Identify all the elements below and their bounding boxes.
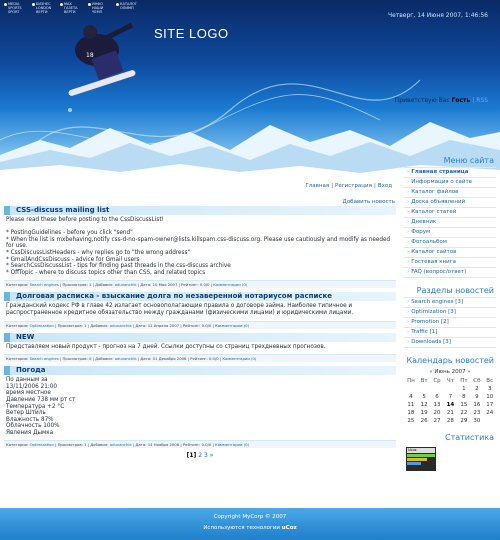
home-link[interactable]: Главная	[305, 183, 330, 189]
register-link[interactable]: Регистрация	[335, 183, 372, 189]
top-links	[4, 2, 138, 14]
sidebar	[404, 154, 496, 477]
calendar-day[interactable]: 26	[420, 418, 428, 424]
calendar-weekday: Вс	[486, 378, 494, 384]
post-rating: Рейтинг: 0.0/0	[190, 356, 219, 362]
views-count: Просмотров: 1	[57, 442, 87, 448]
menu-item-label: Главная страница	[411, 169, 469, 175]
calendar-day[interactable]: 8	[462, 394, 466, 400]
section-item[interactable]	[404, 318, 496, 328]
page-link[interactable]: 2	[198, 452, 203, 460]
post-date: Дата: 12 Апреля 2007	[135, 322, 180, 328]
calendar-day[interactable]: 5	[422, 394, 426, 400]
news-sections-block	[404, 284, 496, 348]
site-menu-title: Меню сайта	[443, 156, 494, 165]
post-rating: Рейтинг: 0.0/0	[182, 442, 212, 448]
menu-item[interactable]	[404, 268, 496, 278]
news-item	[4, 366, 396, 448]
news-line: Температура +2 °C	[6, 403, 65, 410]
news-title[interactable]: Погода	[4, 366, 396, 375]
arrow-icon: ›	[407, 239, 410, 245]
calendar-day	[430, 385, 443, 393]
post-rating: Рейтинг: 0.0/0	[182, 322, 212, 328]
calendar-day[interactable]: 4	[409, 394, 413, 400]
calendar-day[interactable]: 30	[473, 418, 481, 424]
calendar-day[interactable]: 12	[420, 402, 428, 408]
calendar-day[interactable]: 3	[487, 386, 492, 392]
section-item-label: Downloads [3]	[411, 339, 451, 345]
calendar-day	[404, 385, 418, 393]
meta-label: Категория:	[6, 356, 29, 362]
news-body	[4, 215, 396, 278]
calendar-week	[404, 393, 496, 401]
post-date: Дата: 01 Декабря 2006	[140, 356, 187, 362]
section-item[interactable]	[404, 298, 496, 308]
news-meta: Категория: Optimization | Просмотров: 1 | Добавил: oduvanchik | Дата: 12 Апреля 2007 | Рейтинг: 0.0/0 | Комментарии (0)	[4, 321, 396, 329]
comments-link[interactable]: Комментарии (0)	[222, 356, 257, 362]
news-line: Гражданский кодекс РФ в главе 42 излагает основополагающие правила о договоре займа. Наиболее типичное и распространенное кредитное обязательство между гражданами (физическими лицами) и юридическими лицами.	[6, 303, 354, 316]
calendar-day[interactable]: 7	[448, 394, 453, 400]
top-link-3[interactable]	[60, 2, 82, 14]
meta-label: Добавил:	[95, 356, 114, 362]
menu-item[interactable]	[404, 238, 496, 248]
bullet-icon	[32, 3, 35, 6]
news-line: Влажность 87%	[6, 416, 54, 423]
top-link-5[interactable]	[116, 2, 138, 14]
menu-item-label: Информация о сайте	[411, 179, 473, 185]
copyright: Copyright MyCorp © 2007	[213, 514, 287, 520]
meta-label: Категория:	[6, 442, 29, 448]
arrow-icon: ›	[407, 309, 410, 315]
news-list	[4, 206, 396, 459]
meta-label: Добавил:	[90, 322, 109, 328]
top-link-label: КАТАЛОГ ОЛИМП	[120, 2, 137, 10]
greeting-prefix: Приветствую Вас	[394, 97, 450, 104]
calendar-day[interactable]: 15	[460, 402, 468, 408]
arrow-icon: ›	[407, 199, 410, 205]
news-body	[4, 375, 396, 438]
news-line: * PostingGuidelines - before you click "send"	[6, 230, 133, 237]
news-line: Явления Дымка	[6, 429, 54, 436]
calendar-nav	[404, 369, 496, 375]
menu-item-label: Дневник	[411, 219, 437, 225]
menu-item-label: Доска объявлений	[411, 199, 466, 205]
news-line: Представляем новый продукт - прогноз на 7 дней. Ссылки доступны со страниц трехдневных прогнозов.	[6, 343, 326, 350]
site-menu	[404, 167, 496, 278]
menu-item[interactable]	[404, 198, 496, 208]
menu-item-label: Форум	[411, 229, 431, 235]
greeting	[395, 97, 488, 104]
news-line: Please read these before posting to the CssDiscussList!	[6, 217, 164, 223]
news-line: * SearchCssDiscussList - tips for finding past threads in the css-discuss archive	[6, 263, 231, 270]
stats-bar	[407, 454, 435, 457]
section-item[interactable]	[404, 338, 496, 348]
arrow-icon: ›	[407, 329, 410, 335]
calendar-weekday: Вт	[420, 378, 428, 384]
rss-link[interactable]: RSS	[476, 97, 488, 104]
menu-item-label: FAQ (вопрос/ответ)	[411, 269, 467, 275]
comments-link[interactable]: Комментарии (0)	[215, 322, 250, 328]
menu-item-label: Гостевая книга	[411, 259, 456, 265]
menu-item[interactable]	[404, 168, 496, 178]
next-month-button[interactable]: »	[467, 369, 471, 375]
views-count: Просмотров: 1	[57, 322, 87, 328]
news-meta: Категория: Optimization | Просмотров: 1 | Добавил: oduvanchik | Дата: 14 Ноября 2006 | Рейтинг: 0.0/0 | Комментарии (0)	[4, 440, 396, 448]
calendar-day[interactable]: 19	[420, 410, 428, 416]
calendar-day[interactable]: 28	[446, 418, 454, 424]
snowboarder-image	[42, 10, 162, 110]
stats-bar	[407, 462, 421, 465]
stats-block	[404, 431, 496, 471]
comments-link[interactable]: Комментарии (0)	[213, 282, 248, 288]
calendar-day[interactable]: 20	[433, 410, 441, 416]
news-line: * OffTopic - where to discuss topics other than CSS, and related topics	[6, 269, 206, 276]
top-link-2[interactable]	[32, 2, 54, 14]
author-link[interactable]: oduvanchik	[109, 322, 132, 328]
views-count: Просмотров: 1	[62, 282, 92, 288]
calendar-week	[404, 409, 496, 417]
page-link[interactable]: 3	[203, 452, 208, 460]
calendar-block	[404, 354, 496, 425]
news-line: время местное	[6, 390, 51, 397]
calendar-day[interactable]: 6	[435, 394, 439, 400]
author-link[interactable]: oduvanchik	[109, 442, 132, 448]
calendar-day[interactable]: 25	[407, 418, 415, 424]
section-item[interactable]	[404, 308, 496, 318]
calendar-week	[404, 417, 496, 425]
news-meta: Категория: Search engines | Просмотров: 1 | Добавил: oduvanchik | Дата: 10 Мая 2007 | Рейтинг: 0.0/0 | Комментарии (0)	[4, 280, 396, 288]
calendar-month: Июнь 2007	[434, 369, 466, 375]
calendar-day[interactable]: 11	[407, 402, 415, 408]
news-title[interactable]: CSS-discuss mailing list	[4, 206, 396, 215]
arrow-icon: ›	[407, 209, 410, 215]
site-header	[0, 0, 500, 180]
calendar-weekday: Ср	[433, 378, 441, 384]
current-date: Четверг, 14 Июня 2007, 1:46:56	[387, 12, 488, 19]
top-link-1[interactable]	[4, 2, 26, 14]
site-logo[interactable]: SITE LOGO	[154, 26, 229, 41]
menu-item[interactable]	[404, 218, 496, 228]
views-count: Просмотров: 0	[62, 356, 92, 362]
next-page-link[interactable]: »	[209, 452, 214, 460]
calendar-day[interactable]: 22	[460, 410, 468, 416]
calendar-day[interactable]: 17	[486, 402, 494, 408]
news-title[interactable]: NEW	[4, 333, 396, 342]
news-line: * When the list is mxbehaving,notify css-d-no-spam-owner@lists.killspam.css-discuss.org. Please use cautiously and modify as needed for use.	[6, 236, 391, 250]
menu-item-label: Фотоальбом	[411, 239, 447, 245]
meta-label: Добавил:	[95, 282, 114, 288]
category-link[interactable]: Optimization	[29, 442, 54, 448]
post-date: Дата: 10 Мая 2007	[140, 282, 178, 288]
arrow-icon: ›	[407, 169, 410, 175]
meta-label: Категория:	[6, 322, 29, 328]
calendar-day[interactable]: 9	[475, 394, 479, 400]
greeting-user: Гость	[451, 97, 471, 104]
arrow-icon: ›	[407, 259, 410, 265]
powered-text: Используются технологии	[203, 525, 280, 531]
ucoz-link[interactable]: uCoz	[281, 525, 297, 531]
calendar-day[interactable]: 16	[473, 402, 481, 408]
stats-bar	[407, 458, 427, 461]
news-item	[4, 333, 396, 363]
calendar-weekday: Чт	[446, 378, 454, 384]
news-item	[4, 206, 396, 288]
category-link[interactable]: Search engines	[29, 356, 59, 362]
arrow-icon: ›	[407, 269, 410, 275]
calendar-day[interactable]: 2	[475, 386, 479, 392]
calendar-day[interactable]: 23	[473, 410, 481, 416]
top-link-label: БИЗНЕС LONDON ВЕРТИ	[36, 2, 52, 14]
post-rating: Рейтинг: 0.0/0	[181, 282, 210, 288]
news-line: Ветер Штиль	[6, 410, 46, 417]
menu-item-label: Каталог файлов	[411, 189, 459, 195]
powered-by	[0, 524, 500, 532]
stats-counter[interactable]	[406, 447, 436, 471]
pagination	[4, 452, 396, 459]
site-menu-block	[404, 154, 496, 278]
arrow-icon: ›	[407, 179, 410, 185]
calendar-day	[483, 417, 496, 425]
news-line: * CssDiscussListHeaders - why replies go to "the wrong address"	[6, 249, 191, 256]
divider: |	[373, 183, 376, 189]
news-sections-list	[404, 297, 496, 348]
news-line: * GmailAndCssDiscuss - advice for Gmail users	[6, 256, 140, 263]
bullet-icon	[116, 3, 119, 6]
section-item-label: Search engines [3]	[411, 299, 464, 305]
post-date: Дата: 14 Ноября 2006	[135, 442, 180, 448]
bullet-icon	[4, 3, 7, 6]
calendar-day[interactable]: 24	[486, 410, 494, 416]
calendar-day[interactable]: 1	[462, 386, 466, 392]
bullet-icon	[88, 3, 91, 6]
author-link[interactable]: oduvanchik	[114, 282, 137, 288]
news-meta: Категория: Search engines | Просмотров: 0 | Добавил: oduvanchik | Дата: 01 Декабря 2006 | Рейтинг: 0.0/0 | Комментарии (0)	[4, 354, 396, 362]
top-link-4[interactable]	[88, 2, 110, 14]
top-link-label: MAX ГАЗЕТА ВЕРТИ	[64, 2, 78, 14]
news-line: Облачность 100%	[6, 423, 60, 430]
menu-item[interactable]	[404, 248, 496, 258]
calendar-day[interactable]: 10	[486, 394, 494, 400]
calendar-week	[404, 401, 496, 409]
calendar-week	[404, 385, 496, 393]
calendar-table	[404, 377, 496, 425]
comments-link[interactable]: Комментарии (0)	[215, 442, 250, 448]
category-link[interactable]: Search engines	[29, 282, 59, 288]
calendar-weekday: Пт	[460, 378, 468, 384]
arrow-icon: ›	[407, 319, 410, 325]
menu-item[interactable]	[404, 258, 496, 268]
login-link[interactable]: Вход	[377, 183, 392, 189]
news-sections-title: Разделы новостей	[416, 286, 494, 295]
calendar-day[interactable]: 14	[446, 402, 455, 408]
calendar-day[interactable]: 18	[407, 410, 415, 416]
site-footer	[0, 508, 500, 540]
add-news-link[interactable]: Добавить новость	[342, 199, 395, 205]
stats-label: Ucoz	[407, 448, 435, 453]
section-item-label: Traffic [1]	[411, 329, 438, 335]
divider: |	[331, 183, 334, 189]
arrow-icon: ›	[407, 249, 410, 255]
prev-month-button[interactable]: «	[429, 369, 433, 375]
divider: |	[472, 97, 475, 104]
menu-item[interactable]	[404, 228, 496, 238]
arrow-icon: ›	[407, 219, 410, 225]
news-item	[4, 292, 396, 328]
news-line	[6, 224, 394, 231]
calendar-day[interactable]: 29	[460, 418, 468, 424]
section-item[interactable]	[404, 328, 496, 338]
calendar-day[interactable]: 13	[433, 402, 441, 408]
section-item-label: Promotion [2]	[411, 319, 449, 325]
arrow-icon: ›	[407, 229, 410, 235]
news-line: Давление 738 мм рт ст	[6, 396, 76, 403]
menu-item-label: Каталог сайтов	[411, 249, 457, 255]
menu-item[interactable]	[404, 178, 496, 188]
arrow-icon: ›	[407, 299, 410, 305]
calendar-weekday: Пн	[407, 378, 415, 384]
arrow-icon: ›	[407, 189, 410, 195]
author-link[interactable]: oduvanchik	[114, 356, 137, 362]
meta-label: Добавил:	[90, 442, 109, 448]
calendar-day[interactable]: 21	[446, 410, 454, 416]
calendar-day[interactable]: 27	[433, 418, 441, 424]
stats-title: Статистика	[445, 433, 494, 442]
calendar-weekday: Сб	[473, 378, 481, 384]
category-link[interactable]: Optimization	[29, 322, 54, 328]
calendar-day	[418, 385, 431, 393]
arrow-icon: ›	[407, 339, 410, 345]
meta-label: Категория:	[6, 282, 29, 288]
current-page: [1]	[186, 452, 197, 460]
menu-item[interactable]	[404, 188, 496, 198]
calendar-title: Календарь новостей	[406, 356, 494, 365]
news-body	[4, 301, 396, 318]
bullet-icon	[60, 3, 63, 6]
auth-links	[305, 183, 392, 189]
menu-item[interactable]	[404, 208, 496, 218]
calendar-day	[444, 385, 458, 393]
top-link-label: ИНФО НАШИ ЧЕМП	[92, 2, 104, 14]
news-title[interactable]: Долговая расписка - взыскание долга по незаверенной нотариусом расписке	[4, 292, 396, 301]
section-item-label: Optimization [3]	[411, 309, 456, 315]
svg-text:18: 18	[86, 52, 94, 59]
news-body	[4, 342, 396, 353]
top-link-label: MEDIA SPORTS SPORT	[8, 2, 22, 14]
menu-item-label: Каталог статей	[411, 209, 457, 215]
news-line: По данным за	[6, 377, 48, 384]
news-line: 13/11/2006 21:00	[6, 383, 57, 390]
